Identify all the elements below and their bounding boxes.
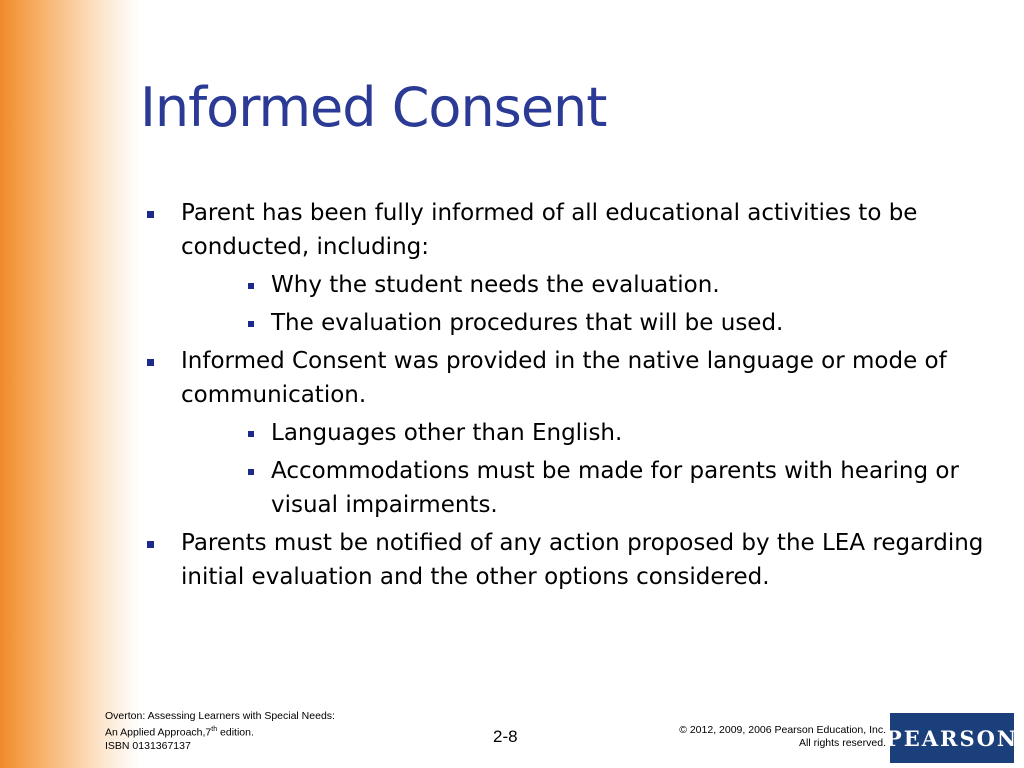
square-bullet-icon (248, 321, 254, 327)
footer-book-line1: Overton: Assessing Learners with Special Needs: (105, 710, 335, 722)
bullet-item-2 (140, 344, 1010, 412)
square-bullet-icon (147, 211, 154, 218)
bullet-text: Languages other than English. (271, 420, 623, 446)
pearson-logo (885, 713, 1019, 763)
footer-copyright (679, 724, 886, 750)
footer-book-line2 (105, 723, 335, 740)
square-bullet-icon (147, 359, 154, 366)
footer-book-line2-text: An Applied Approach,7 (105, 726, 212, 739)
bullet-text: Parent has been fully informed of all educational activities to be conducted, including: (181, 200, 918, 260)
pearson-logo-text: PEARSON (885, 725, 1019, 751)
page-number: 2-8 (493, 727, 518, 746)
sub-bullet-item-1 (140, 268, 1010, 302)
bullet-item-3 (140, 526, 1010, 594)
bullet-text: Why the student needs the evaluation. (271, 272, 720, 298)
square-bullet-icon (248, 469, 254, 475)
square-bullet-icon (147, 541, 154, 548)
footer-book-citation (105, 710, 335, 753)
bullet-text: Accommodations must be made for parents with hearing or visual impairments. (271, 458, 959, 518)
bullet-item-1 (140, 196, 1010, 264)
footer-isbn: ISBN 0131367137 (105, 739, 191, 752)
bullet-text: Parents must be notified of any action proposed by the LEA regarding initial evaluation and the other options considered. (181, 530, 984, 590)
slide-title: Informed Consent (140, 76, 607, 139)
square-bullet-icon (248, 431, 254, 437)
bullet-text: Informed Consent was provided in the native language or mode of communication. (181, 348, 947, 408)
copyright-line1: © 2012, 2009, 2006 Pearson Education, Inc. (679, 724, 886, 736)
sub-bullet-item-4 (140, 454, 1010, 522)
sub-bullet-item-2 (140, 306, 1010, 340)
footer-book-line2-suffix: edition. (217, 726, 254, 739)
footer-edition-superscript: th (211, 726, 218, 733)
slide-content (140, 196, 1010, 598)
sub-bullet-item-3 (140, 416, 1010, 450)
bullet-text: The evaluation procedures that will be used. (271, 310, 784, 336)
square-bullet-icon (248, 283, 254, 289)
copyright-line2: All rights reserved. (799, 737, 886, 749)
side-gradient-bar (0, 0, 140, 768)
